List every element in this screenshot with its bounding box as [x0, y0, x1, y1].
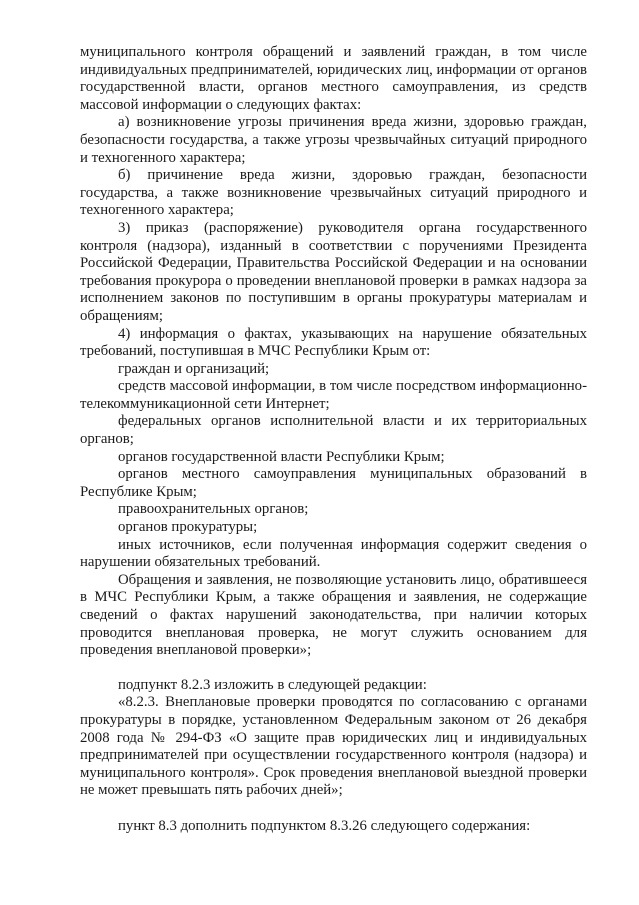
- source-other: иных источников, если полученная информация содержит сведения о нарушении обязательных требований.: [80, 536, 587, 571]
- paragraph-spacer: [80, 660, 587, 677]
- paragraph-amendment-8-3: пункт 8.3 дополнить подпунктом 8.3.26 следующего содержания:: [118, 817, 531, 834]
- paragraph-amendment-8-2-3: подпункт 8.2.3 изложить в следующей редакции:: [118, 676, 427, 693]
- source-law-enforcement: правоохранительных органов;: [118, 501, 309, 518]
- paragraph-anonymous-appeals: Обращения и заявления, не позволяющие установить лицо, обратившееся в МЧС Республики Крым, а также обращения и заявления, не содержащие сведений о фактах нарушений законодательства, при наличии которых проводится внеплановая проверка, не могут служить основанием для проведения внеплановой проверки»;: [80, 571, 587, 659]
- paragraph-continuation: муниципального контроля обращений и заявлений граждан, в том числе индивидуальных предпринимателей, юридических лиц, информации от органов государственной власти, органов местного самоуправления, из средств массовой информации о следующих фактах:: [80, 44, 587, 113]
- document-body: [80, 44, 587, 836]
- source-state-bodies: органов государственной власти Республики Крым;: [118, 448, 445, 465]
- paragraph-item-4: 4) информация о фактах, указывающих на нарушение обязательных требований, поступившая в МЧС Республики Крым от:: [80, 325, 587, 360]
- paragraph-item-3: 3) приказ (распоряжение) руководителя органа государственного контроля (надзора), изданный в соответствии с поручениями Президента Российской Федерации, Правительства Российской Федерации и на основании требования прокурора о проведении внеплановой проверки в рамках надзора за исполнением законов по поступившим в органы прокуратуры материалам и обращениям;: [80, 219, 587, 324]
- paragraph-spacer: [80, 800, 587, 818]
- source-citizens: граждан и организаций;: [118, 360, 270, 377]
- source-federal-bodies: федеральных органов исполнительной власти и их территориальных органов;: [80, 413, 587, 448]
- paragraph-8-2-3-text: «8.2.3. Внеплановые проверки проводятся по согласованию с органами прокуратуры в порядке, установленном Федеральным законом от 26 декабря 2008 года № 294-ФЗ «О защите прав юридических лиц и индивидуальных предпринимателей при осуществлении государственного контроля (надзора) и муниципального контроля». Срок проведения внеплановой выездной проверки не может превышать пять рабочих дней»;: [80, 694, 587, 799]
- source-media: средств массовой информации, в том числе посредством информационно-телекоммуникационной сети Интернет;: [80, 378, 587, 412]
- source-local-government: органов местного самоуправления муниципальных образований в Республике Крым;: [80, 466, 587, 500]
- paragraph-item-b: б) причинение вреда жизни, здоровью граждан, безопасности государства, а также возникновение чрезвычайных ситуаций природного и техногенного характера;: [80, 167, 587, 219]
- paragraph-item-a: а) возникновение угрозы причинения вреда жизни, здоровью граждан, безопасности государства, а также угрозы чрезвычайных ситуаций природного и техногенного характера;: [80, 114, 587, 166]
- source-prosecutors: органов прокуратуры;: [118, 519, 258, 536]
